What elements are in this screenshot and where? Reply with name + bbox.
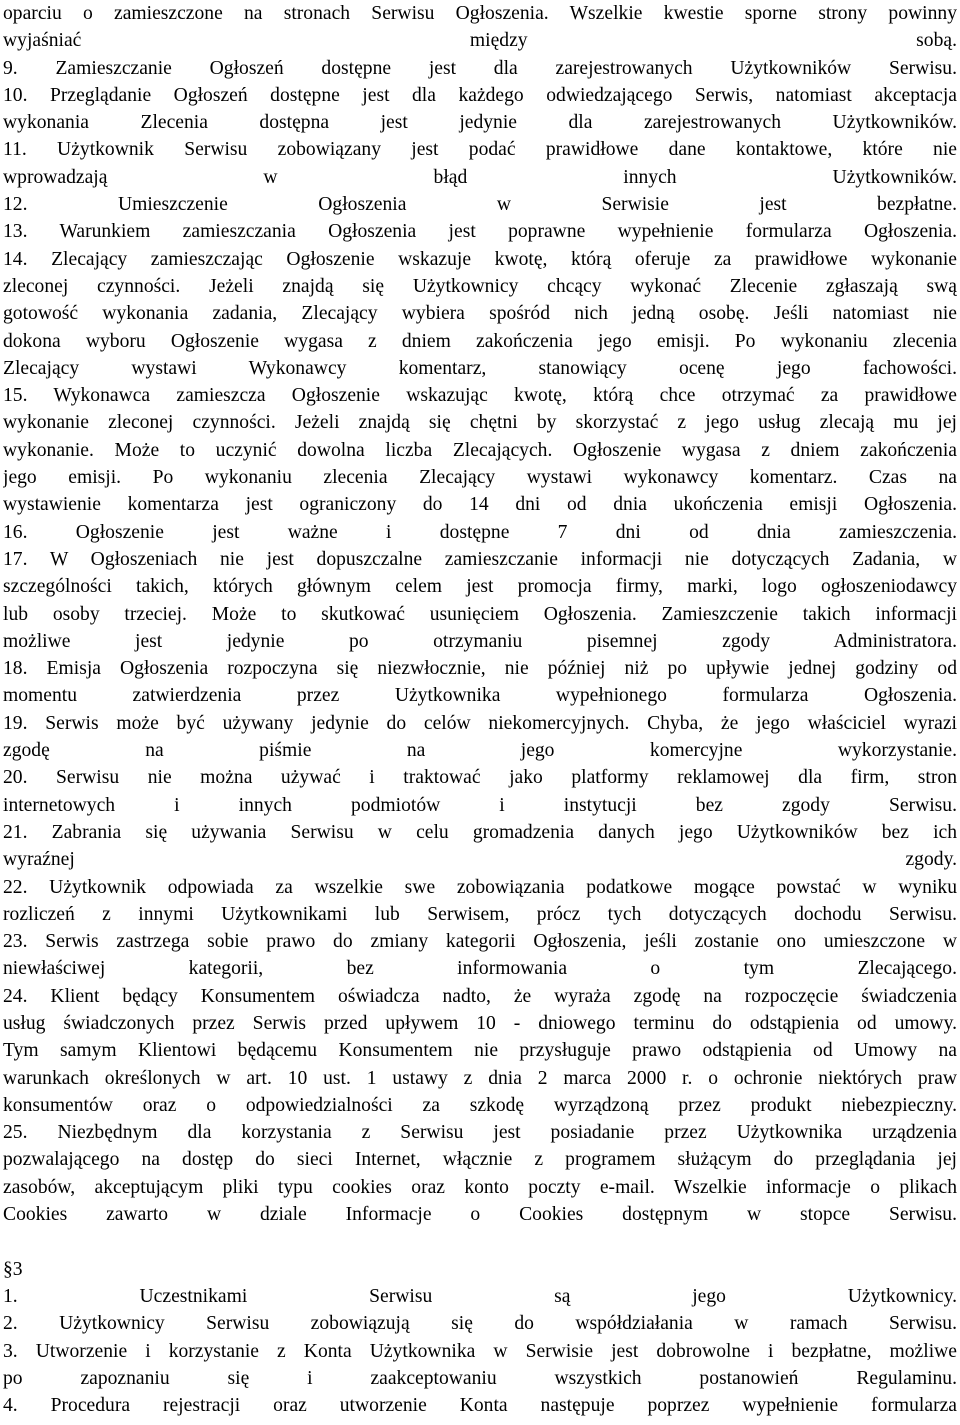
- text-line: 10. Przeglądanie Ogłoszeń dostępne jest dla każdego odwiedzającego Serwis, natomiast akceptacja: [3, 84, 957, 106]
- text-line: 21. Zabrania się używania Serwisu w celu gromadzenia danych jego Użytkowników bez ich: [3, 821, 957, 843]
- text-line: zleconej czynności. Jeżeli znajdą się Użytkownicy chcący wykonać Zlecenie zgłaszają swą: [3, 275, 957, 297]
- text-line: Zlecający wystawi Wykonawcy komentarz, stanowiący ocenę jego fachowości.: [3, 357, 957, 379]
- text-line: 13. Warunkiem zamieszczania Ogłoszenia jest poprawne wypełnienie formularza Ogłoszenia.: [3, 221, 957, 243]
- text-line: 22. Użytkownik odpowiada za wszelkie swe zobowiązania podatkowe mogące powstać w wyniku: [3, 876, 957, 898]
- text-line: zasobów, akceptującym pliki typu cookies oraz konto poczty e-mail. Wszelkie informacje o plikach: [3, 1176, 957, 1198]
- text-line: 19. Serwis może być używany jedynie do celów niekomercyjnych. Chyba, że jego właściciel wyrazi: [3, 712, 957, 734]
- text-line: wyjaśniać między sobą.: [3, 30, 957, 52]
- text-line: 16. Ogłoszenie jest ważne i dostępne 7 dni od dnia zamieszczenia.: [3, 521, 957, 543]
- text-line: lub osoby trzeciej. Może to skutkować usunięciem Ogłoszenia. Zamieszczenie takich informacji: [3, 603, 957, 625]
- text-line: 20. Serwisu nie można używać i traktować jako platformy reklamowej dla firm, stron: [3, 767, 957, 789]
- text-line: warunkach określonych w art. 10 ust. 1 ustawy z dnia 2 marca 2000 r. o ochronie niektórych praw: [3, 1067, 957, 1089]
- text-line: Cookies zawarto w dziale Informacje o Cookies dostępnym w stopce Serwisu.: [3, 1204, 957, 1226]
- text-line: zgodę na piśmie na jego komercyjne wykorzystanie.: [3, 740, 957, 762]
- text-line: 25. Niezbędnym dla korzystania z Serwisu jest posiadanie przez Użytkownika urządzenia: [3, 1122, 957, 1144]
- text-line: pozwalającego na dostęp do sieci Internet, włącznie z programem służącym do przeglądania jej: [3, 1149, 957, 1171]
- text-line: 18. Emisja Ogłoszenia rozpoczyna się niezwłocznie, nie później niż po upływie jednej godziny od: [3, 658, 957, 680]
- text-line: wykonania Zlecenia dostępna jest jedynie dla zarejestrowanych Użytkowników.: [3, 112, 957, 134]
- text-line: oparciu o zamieszczone na stronach Serwisu Ogłoszenia. Wszelkie kwestie sporne strony powinny: [3, 3, 957, 24]
- text-line: dokona wyboru Ogłoszenie wygasa z dniem zakończenia jego emisji. Po wykonaniu zlecenia: [3, 330, 957, 352]
- text-line: wystawienie komentarza jest ograniczony do 14 dni od dnia ukończenia emisji Ogłoszenia.: [3, 494, 957, 516]
- text-line: 2. Użytkownicy Serwisu zobowiązują się do współdziałania w ramach Serwisu.: [3, 1313, 957, 1335]
- text-line: 24. Klient będący Konsumentem oświadcza nadto, że wyraża zgodę na rozpoczęcie świadczenia: [3, 985, 957, 1007]
- text-line: 15. Wykonawca zamieszcza Ogłoszenie wskazując kwotę, którą chce otrzymać za prawidłowe: [3, 385, 957, 407]
- document-body: [3, 0, 957, 1419]
- text-line: Tym samym Klientowi będącemu Konsumentem nie przysługuje prawo odstąpienia od Umowy na: [3, 1040, 957, 1062]
- text-line: wprowadzają w błąd innych Użytkowników.: [3, 166, 957, 188]
- text-line: usług świadczonych przez Serwis przed upływem 10 - dniowego terminu do odstąpienia od umowy.: [3, 1012, 957, 1034]
- text-line: internetowych i innych podmiotów i instytucji bez zgody Serwisu.: [3, 794, 957, 816]
- text-line: 17. W Ogłoszeniach nie jest dopuszczalne zamieszczanie informacji nie dotyczących Zadania, w: [3, 548, 957, 570]
- text-line: wyraźnej zgody.: [3, 849, 957, 871]
- text-line: wykonanie zleconej czynności. Jeżeli znajdą się chętni by skorzystać z jego usług zlecają mu jej: [3, 412, 957, 434]
- text-line: rozliczeń z innymi Użytkownikami lub Serwisem, prócz tych dotyczących dochodu Serwisu.: [3, 903, 957, 925]
- text-line: 4. Procedura rejestracji oraz utworzenie Konta następuje poprzez wypełnienie formularza: [3, 1395, 957, 1417]
- text-line: szczególności takich, których głównym celem jest promocja firmy, marki, logo ogłoszeniodawcy: [3, 576, 957, 598]
- text-line: 14. Zlecający zamieszczając Ogłoszenie wskazuje kwotę, którą oferuje za prawidłowe wykonanie: [3, 248, 957, 270]
- text-line: możliwe jest jedynie po otrzymaniu pisemnej zgody Administratora.: [3, 630, 957, 652]
- text-line: 23. Serwis zastrzega sobie prawo do zmiany kategorii Ogłoszenia, jeśli zostanie ono umieszczone w: [3, 931, 957, 953]
- text-line: 1. Uczestnikami Serwisu są jego Użytkownicy.: [3, 1285, 957, 1307]
- text-line: 12. Umieszczenie Ogłoszenia w Serwisie jest bezpłatne.: [3, 194, 957, 216]
- text-line: 3. Utworzenie i korzystanie z Konta Użytkownika w Serwisie jest dobrowolne i bezpłatne, możliwe: [3, 1340, 957, 1362]
- section-heading: §3: [3, 1258, 23, 1280]
- text-line: niewłaściwej kategorii, bez informowania o tym Zlecającego.: [3, 958, 957, 980]
- text-line: 11. Użytkownik Serwisu zobowiązany jest podać prawidłowe dane kontaktowe, które nie: [3, 139, 957, 161]
- text-line: wykonanie. Może to uczynić dowolna liczba Zlecających. Ogłoszenie wygasa z dniem zakończenia: [3, 439, 957, 461]
- text-line: 9. Zamieszczanie Ogłoszeń dostępne jest dla zarejestrowanych Użytkowników Serwisu.: [3, 57, 957, 79]
- text-line: gotowość wykonania zadania, Zlecający wybiera spośród nich jedną osobę. Jeśli natomiast nie: [3, 303, 957, 325]
- text-line: momentu zatwierdzenia przez Użytkownika wypełnionego formularza Ogłoszenia.: [3, 685, 957, 707]
- text-line: konsumentów oraz o odpowiedzialności za szkodę wyrządzoną przez produkt niebezpieczny.: [3, 1094, 957, 1116]
- blank-line: [3, 1228, 957, 1255]
- text-line: po zapoznaniu się i zaakceptowaniu wszystkich postanowień Regulaminu.: [3, 1367, 957, 1389]
- text-line: jego emisji. Po wykonaniu zlecenia Zlecający wystawi wykonawcy komentarz. Czas na: [3, 467, 957, 489]
